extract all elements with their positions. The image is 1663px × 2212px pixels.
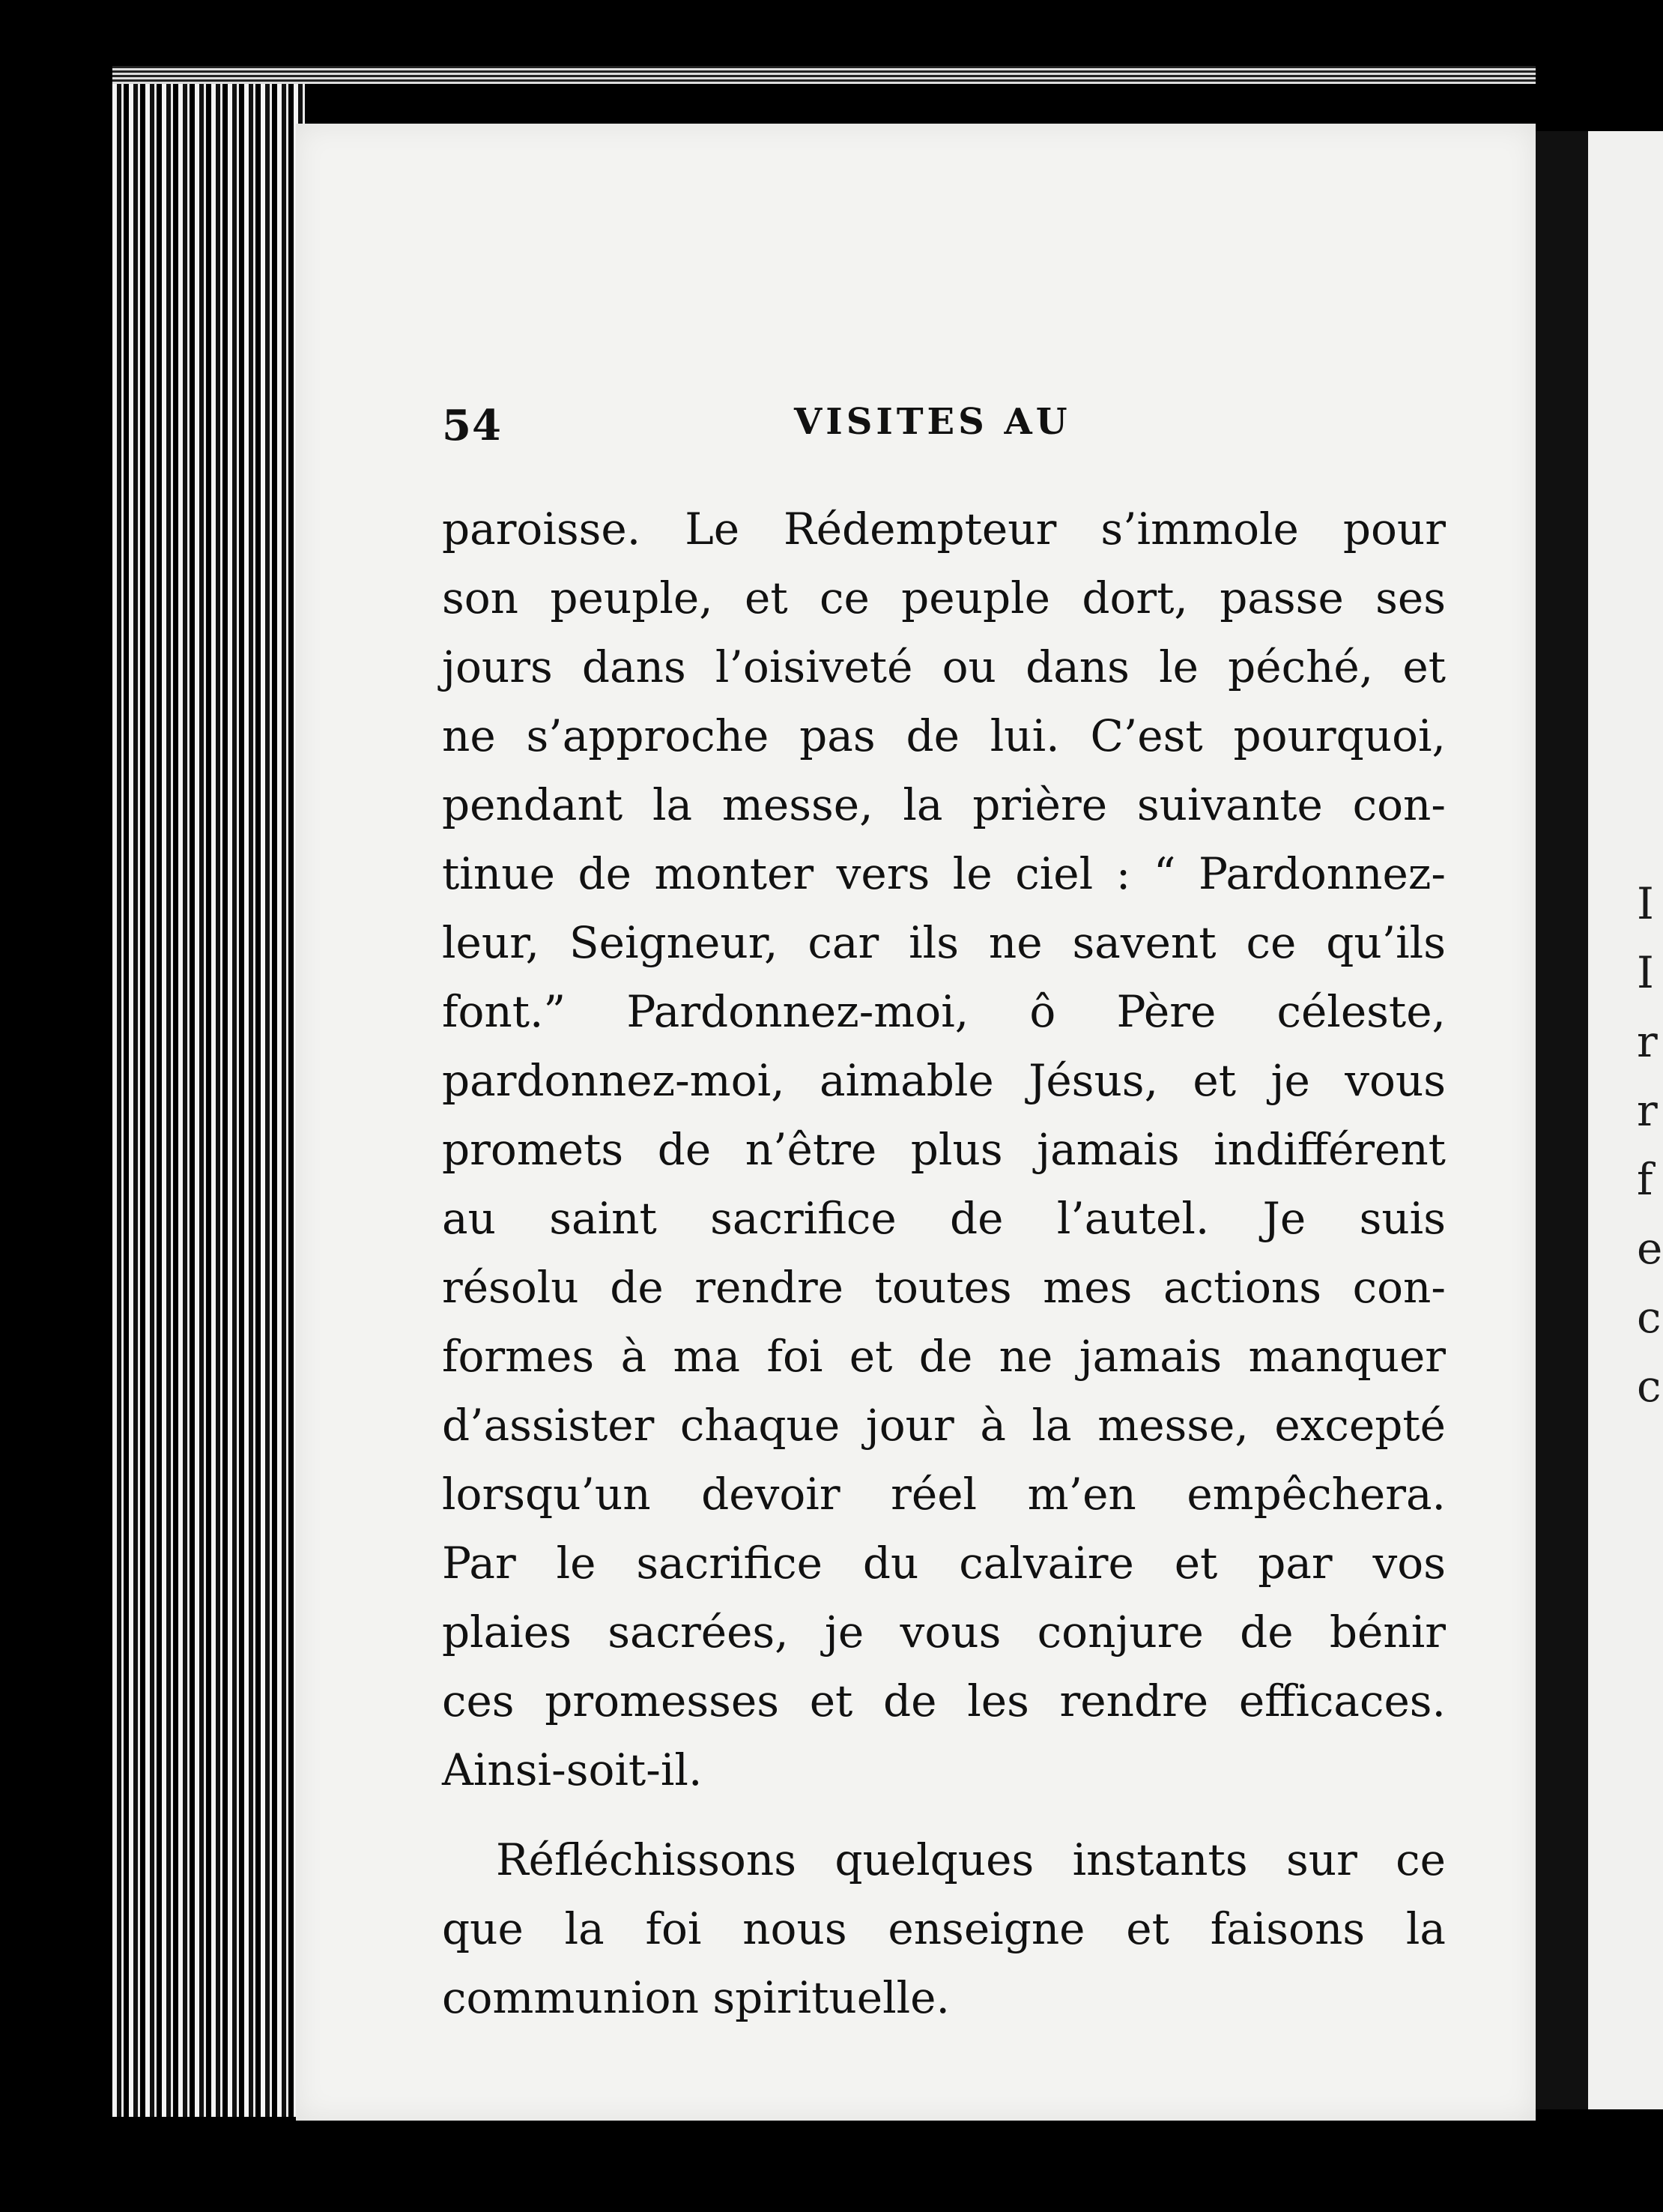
right-page-letter: f bbox=[1637, 1154, 1653, 1205]
text-line: pendant la messe, la prière suivante con- bbox=[442, 779, 1446, 830]
running-head: VISITES AU bbox=[794, 401, 1071, 443]
text-line: font.” Pardonnez-moi, ô Père céleste, bbox=[442, 986, 1446, 1037]
text-line: tinue de monter vers le ciel : “ Pardonnez- bbox=[442, 848, 1446, 899]
text-line: leur, Seigneur, car ils ne savent ce qu’ils bbox=[442, 917, 1446, 968]
text-line: promets de n’être plus jamais indifférent bbox=[442, 1124, 1446, 1175]
right-page-letter: c bbox=[1637, 1292, 1662, 1343]
text-line: plaies sacrées, je vous conjure de bénir bbox=[442, 1607, 1446, 1658]
text-line: ces promesses et de les rendre efficaces. bbox=[442, 1675, 1446, 1726]
text-line: pardonnez-moi, aimable Jésus, et je vous bbox=[442, 1055, 1446, 1106]
book-gutter bbox=[1536, 131, 1588, 2109]
body-text bbox=[442, 495, 1446, 2032]
text-line: lorsqu’un devoir réel m’en empêchera. bbox=[442, 1469, 1446, 1520]
right-page-letters bbox=[1637, 869, 1663, 1421]
right-page-letter: I bbox=[1637, 878, 1654, 929]
text-line: ne s’approche pas de lui. C’est pourquoi, bbox=[442, 710, 1446, 761]
text-line: Par le sacrifice du calvaire et par vos bbox=[442, 1538, 1446, 1589]
page-edges bbox=[112, 71, 307, 2117]
text-line: au saint sacrifice de l’autel. Je suis bbox=[442, 1193, 1446, 1244]
text-line: résolu de rendre toutes mes actions con- bbox=[442, 1262, 1446, 1313]
right-page-letter: r bbox=[1637, 1016, 1658, 1067]
page-number: 54 bbox=[442, 401, 502, 450]
right-page-letter: r bbox=[1637, 1085, 1658, 1136]
text-line: communion spirituelle. bbox=[442, 1972, 950, 2023]
text-line: jours dans l’oisiveté ou dans le péché, et bbox=[442, 641, 1446, 692]
text-line: d’assister chaque jour à la messe, excepté bbox=[442, 1400, 1446, 1451]
right-page-letter: I bbox=[1637, 947, 1654, 998]
paragraph-gap bbox=[442, 1804, 1446, 1825]
text-line: Réfléchissons quelques instants sur ce bbox=[496, 1834, 1446, 1885]
text-line: Ainsi-soit-il. bbox=[442, 1744, 703, 1795]
text-line: paroisse. Le Rédempteur s’immole pour bbox=[442, 504, 1446, 554]
right-page-letter: c bbox=[1637, 1361, 1662, 1412]
page-edges-top bbox=[112, 66, 1536, 84]
text-line: son peuple, et ce peuple dort, passe ses bbox=[442, 572, 1446, 623]
text-line: que la foi nous enseigne et faisons la bbox=[442, 1903, 1446, 1954]
text-line: formes à ma foi et de ne jamais manquer bbox=[442, 1331, 1446, 1382]
right-page-letter: e bbox=[1637, 1223, 1663, 1274]
